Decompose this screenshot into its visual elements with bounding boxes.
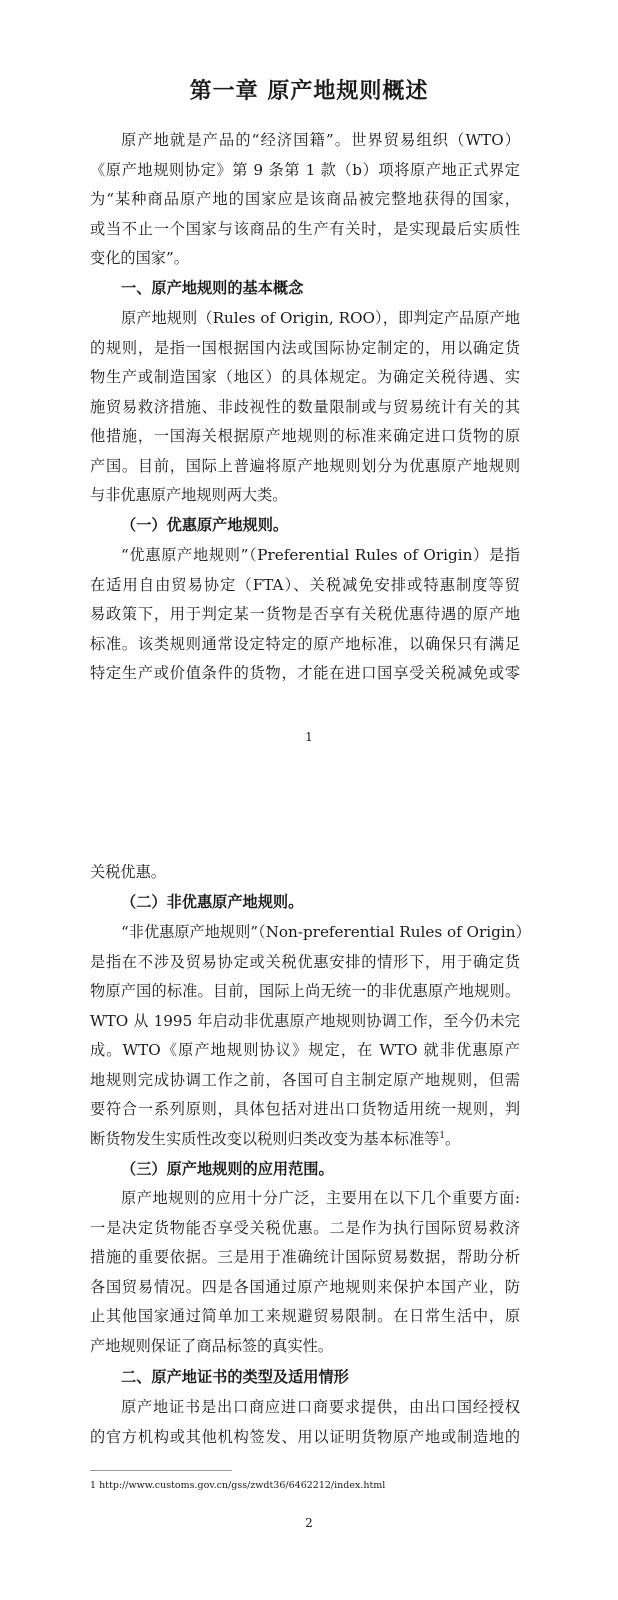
text-line: 在适用自由贸易协定（FTA）、关税减免安排或特惠制度等贸 [90,575,520,594]
text-line: 是指在不涉及贸易协定或关税优惠安排的情形下，用于确定货 [90,952,520,971]
page-number: 1 [305,730,313,744]
text-line: 原产地规则（Rules of Origin, ROO），即判定产品原产地 [121,309,520,327]
text-line: 他措施，一国海关根据原产地规则的标准来确定进口货物的原 [90,427,520,445]
text-fragment: 断货物发生实质性改变以税则归类改变为基本标准等 [90,1129,440,1148]
heading-text: （二）非优惠原产地规则。 [121,893,304,911]
scope-paragraph [90,1184,520,1361]
text-line: 施贸易救济措施、非歧视性的数量限制或与贸易统计有关的其 [90,397,520,416]
text-line [90,1125,520,1155]
text-line: 易政策下，用于判定某一货物是否享有关税优惠待遇的原产地 [90,605,520,623]
heading-text: （三）原产地规则的应用范围。 [121,1160,334,1178]
heading-text: 一、原产地规则的基本概念 [121,279,304,297]
concept-paragraph [90,304,520,511]
text-line: 原产地就是产品的“经济国籍”。世界贸易组织（WTO） [121,131,520,149]
heading-text: 二、原产地证书的类型及适用情形 [121,1368,349,1386]
text-line: 关税优惠。 [90,863,166,881]
heading-text: （一）优惠原产地规则。 [121,516,289,534]
text-line: “优惠原产地规则”（Preferential Rules of Origin）是指 [121,546,520,564]
text-line: 一是决定货物能否享受关税优惠。二是作为执行国际贸易救济 [90,1218,520,1237]
text-fragment: 。 [445,1129,461,1148]
intro-paragraph [90,126,520,274]
footnote-divider [90,1470,232,1471]
text-line: 变化的国家”。 [90,249,189,267]
text-line: 或当不止一个国家与该商品的生产有关时，是实现最后实质性 [90,219,520,238]
section-heading [90,1363,520,1393]
nonpreferential-paragraph [90,918,531,1154]
chapter-title: 第一章 原产地规则概述 [189,79,429,104]
preferential-paragraph [90,541,520,689]
text-line: 的官方机构或其他机构签发、用以证明货物原产地或制造地的 [90,1427,520,1446]
footnote[interactable]: 1 http://www.customs.gov.cn/gss/zwdt36/6462212/index.html [90,1480,386,1491]
text-line: 各国贸易情况。四是各国通过原产地规则来保护本国产业，防 [90,1277,520,1296]
text-line: 成。WTO《原产地规则协议》规定，在 WTO 就非优惠原产 [90,1041,520,1059]
text-line: 措施的重要依据。三是用于准确统计国际贸易数据，帮助分析 [90,1248,520,1266]
text-line: 的规则，是指一国根据国内法或国际协定制定的，用以确定货 [90,338,520,357]
continuation-paragraph [90,858,520,888]
text-line: 《原产地规则协定》第 9 条第 1 款（b）项将原产地正式界定 [90,160,520,179]
text-line: 与非优惠原产地规则两大类。 [90,486,288,504]
text-line: 产国。目前，国际上普遍将原产地规则划分为优惠原产地规则 [90,456,520,475]
text-line: 要符合一系列原则，具体包括对进出口货物适用统一规则，判 [90,1100,520,1118]
page-number: 2 [305,1516,313,1530]
text-line: 标准。该类规则通常设定特定的原产地标准，以确保只有满足 [90,634,520,653]
footnote-reference[interactable]: 1 [439,1130,446,1141]
text-line: 地规则完成协调工作之前，各国可自主制定原产地规则，但需 [90,1070,520,1089]
text-line: 为“某种商品原产地的国家应是该商品被完整地获得的国家， [90,190,520,208]
text-line: “非优惠原产地规则”（Non-preferential Rules of Origin） [121,923,531,941]
subsection-heading [90,511,520,541]
text-line: 产地规则保证了商品标签的真实性。 [90,1336,333,1355]
subsection-heading [90,1155,520,1185]
text-line: 原产地规则的应用十分广泛，主要用在以下几个重要方面: [121,1189,520,1207]
text-line: 物生产或制造国家（地区）的具体规定。为确定关税待遇、实 [90,368,520,386]
text-line: 物原产国的标准。目前，国际上尚无统一的非优惠原产地规则。 [90,982,520,1000]
text-line: WTO 从 1995 年启动非优惠原产地规则协调工作，至今仍未完 [90,1011,520,1030]
text-line: 原产地证书是出口商应进口商要求提供，由出口国经授权 [121,1398,520,1416]
text-line: 止其他国家通过简单加工来规避贸易限制。在日常生活中，原 [90,1307,520,1325]
certificate-paragraph [90,1393,520,1452]
text-line: 特定生产或价值条件的货物，才能在进口国享受关税减免或零 [90,664,520,682]
subsection-heading [90,888,520,918]
section-heading [90,274,520,304]
